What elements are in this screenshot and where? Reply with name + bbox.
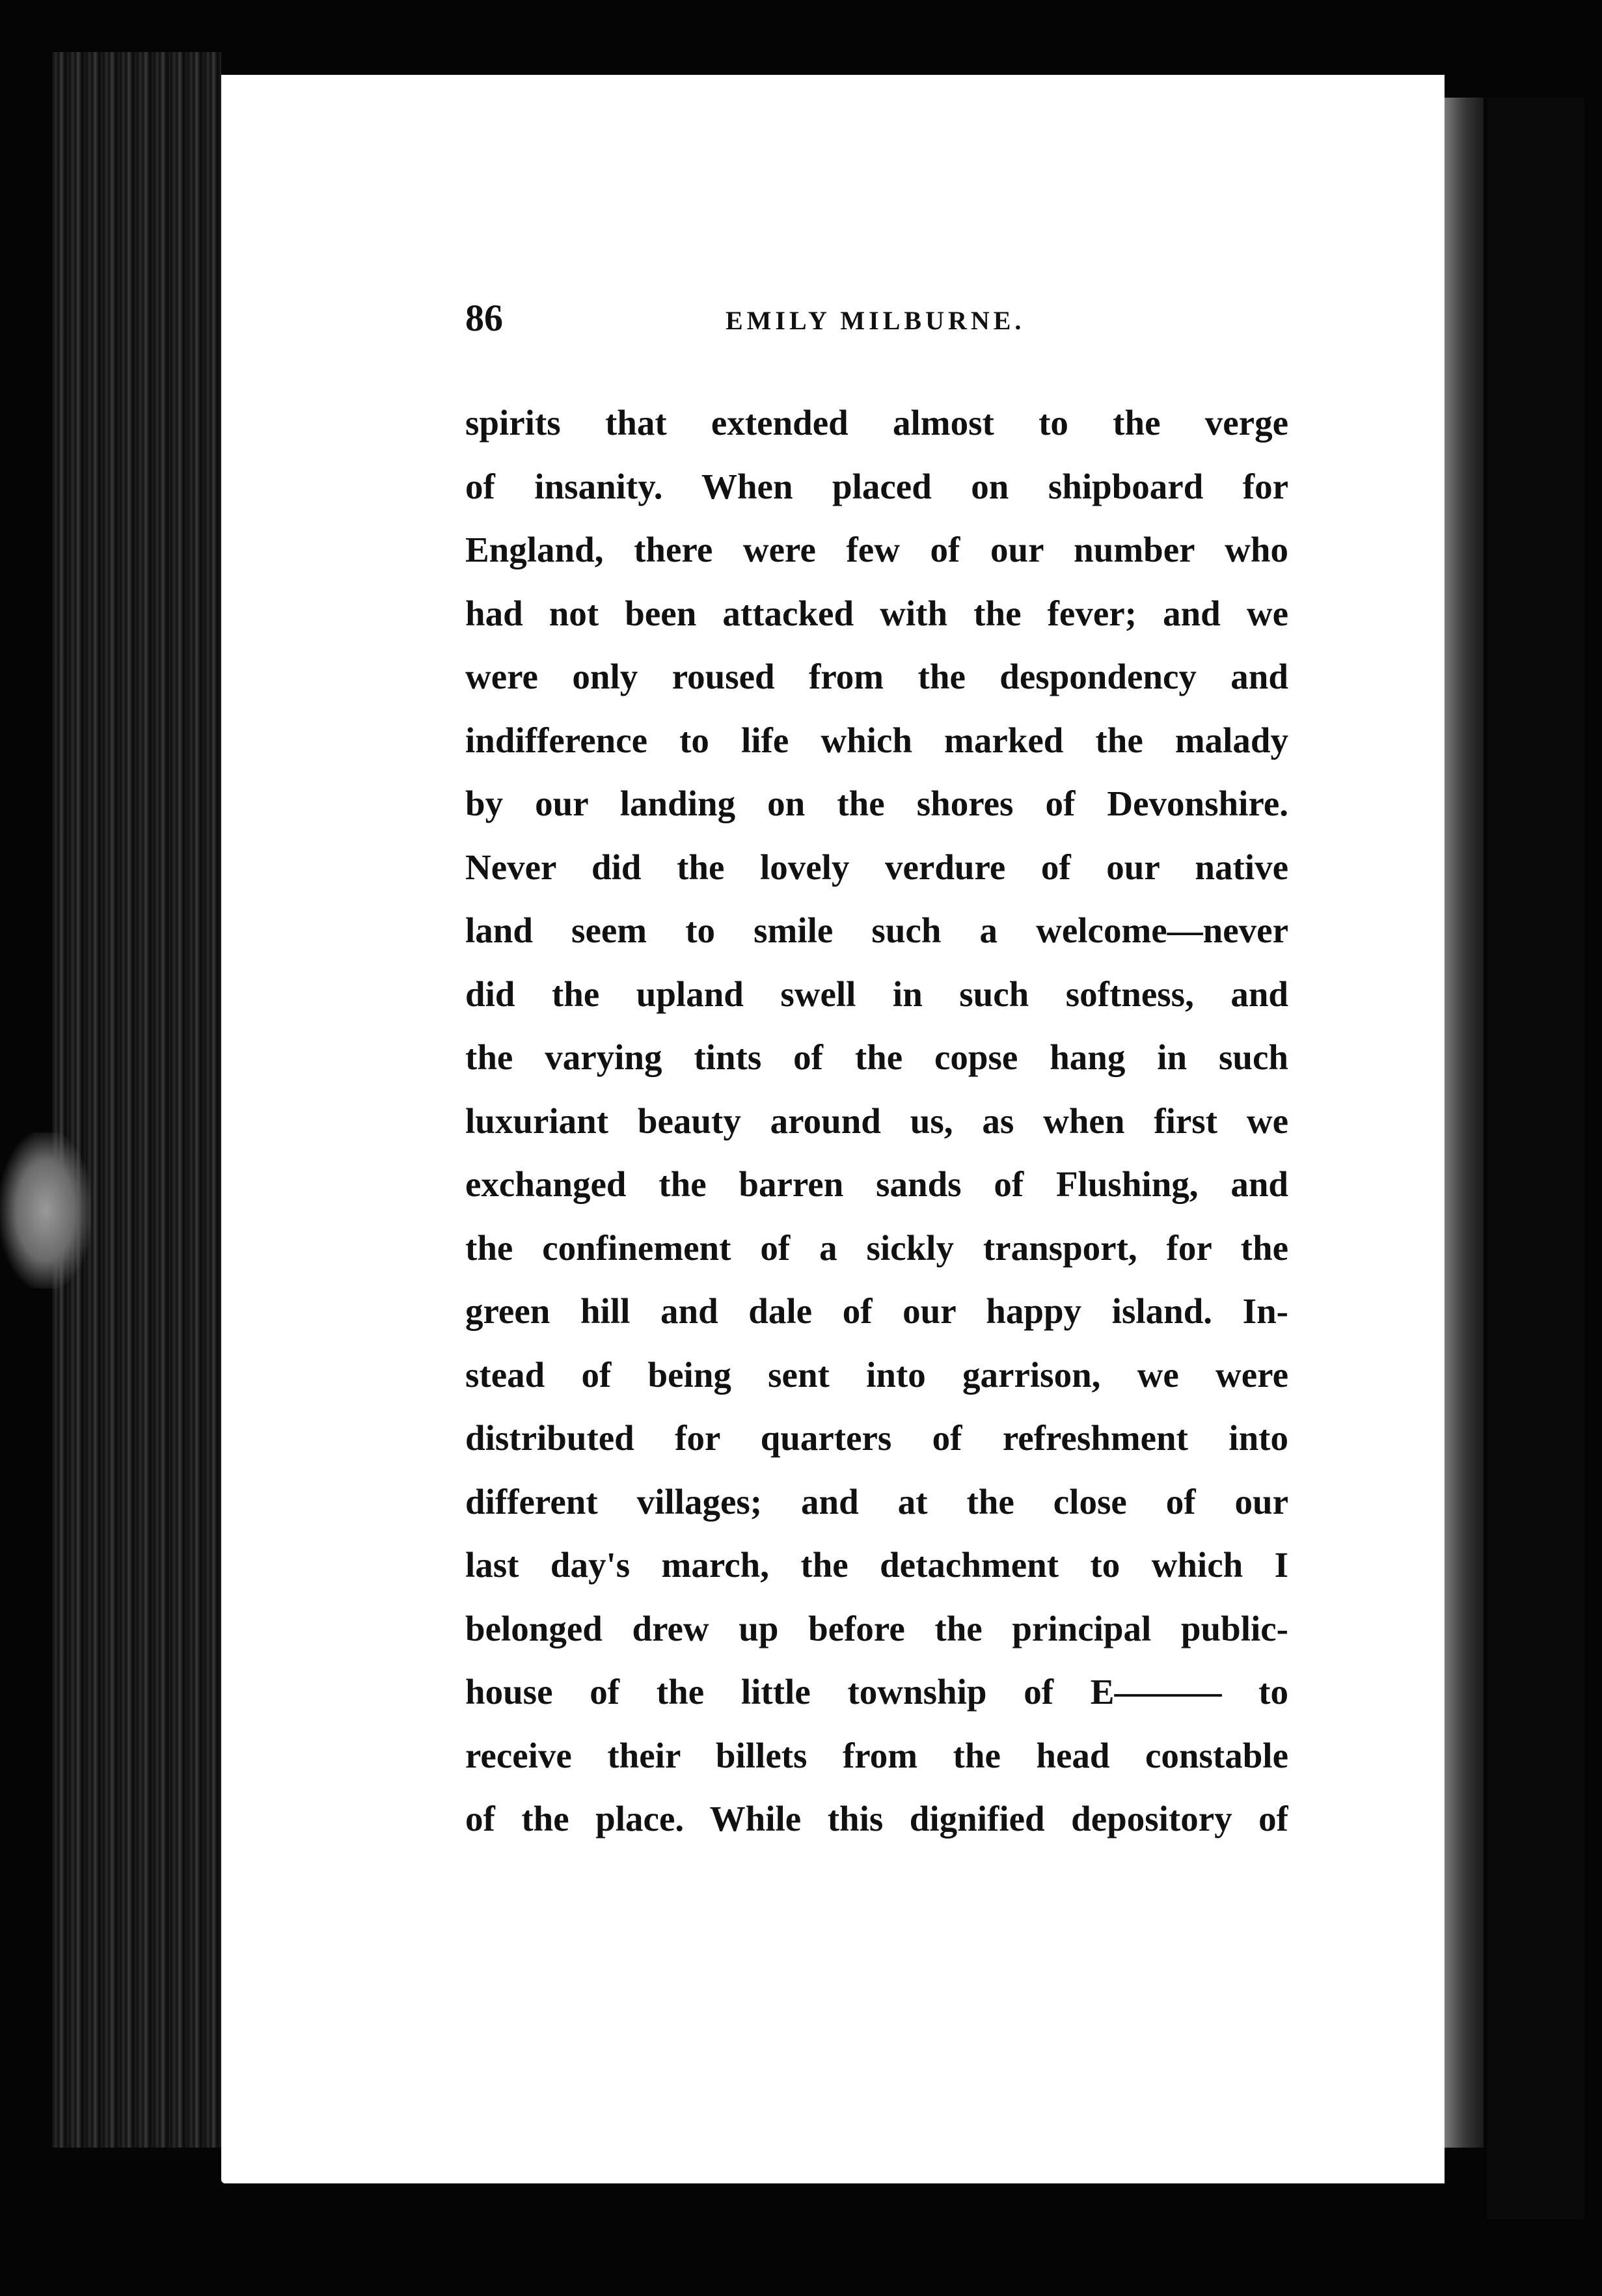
page-edge-right bbox=[1445, 98, 1484, 2148]
text-line: by our landing on the shores of Devonshire. bbox=[465, 784, 1288, 823]
book-page bbox=[221, 75, 1445, 2183]
text-line: Never did the lovely verdure of our native bbox=[465, 847, 1288, 887]
text-line: belonged drew up before the principal public- bbox=[465, 1608, 1288, 1648]
text-line: stead of being sent into garrison, we were bbox=[465, 1354, 1288, 1395]
text-line: the varying tints of the copse hang in such bbox=[465, 1037, 1288, 1077]
text-line: last day's march, the detachment to which I bbox=[465, 1545, 1288, 1585]
text-line: green hill and dale of our happy island. In- bbox=[465, 1291, 1288, 1331]
text-line: indifference to life which marked the malady bbox=[465, 720, 1288, 760]
text-line: spirits that extended almost to the verge bbox=[465, 403, 1288, 443]
text-line: England, there were few of our number who bbox=[465, 530, 1288, 569]
text-line: of insanity. When placed on shipboard for bbox=[465, 466, 1288, 506]
text-line: luxuriant beauty around us, as when first we bbox=[465, 1100, 1288, 1141]
page-content bbox=[465, 296, 1288, 1851]
page-number: 86 bbox=[465, 297, 503, 339]
running-head: EMILY MILBURNE. bbox=[726, 306, 1025, 335]
scan-background-right bbox=[1487, 98, 1584, 2219]
text-line: different villages; and at the close of our bbox=[465, 1481, 1288, 1522]
text-line: the confinement of a sickly transport, for the bbox=[465, 1227, 1288, 1268]
body-text bbox=[465, 391, 1288, 1851]
text-line: of the place. While this dignified depository of bbox=[465, 1799, 1288, 1838]
text-line: receive their billets from the head constable bbox=[465, 1735, 1288, 1775]
page-stain bbox=[0, 1132, 91, 1289]
text-line: had not been attacked with the fever; and we bbox=[465, 593, 1288, 633]
text-line: land seem to smile such a welcome—never bbox=[465, 910, 1288, 950]
text-line: did the upland swell in such softness, and bbox=[465, 974, 1288, 1014]
text-line: house of the little township of E——— to bbox=[465, 1672, 1288, 1712]
text-line: distributed for quarters of refreshment into bbox=[465, 1418, 1288, 1458]
book-spine bbox=[52, 52, 221, 2148]
text-line: exchanged the barren sands of Flushing, and bbox=[465, 1164, 1288, 1204]
text-line: were only roused from the despondency and bbox=[465, 657, 1288, 696]
page-header bbox=[465, 296, 1288, 359]
